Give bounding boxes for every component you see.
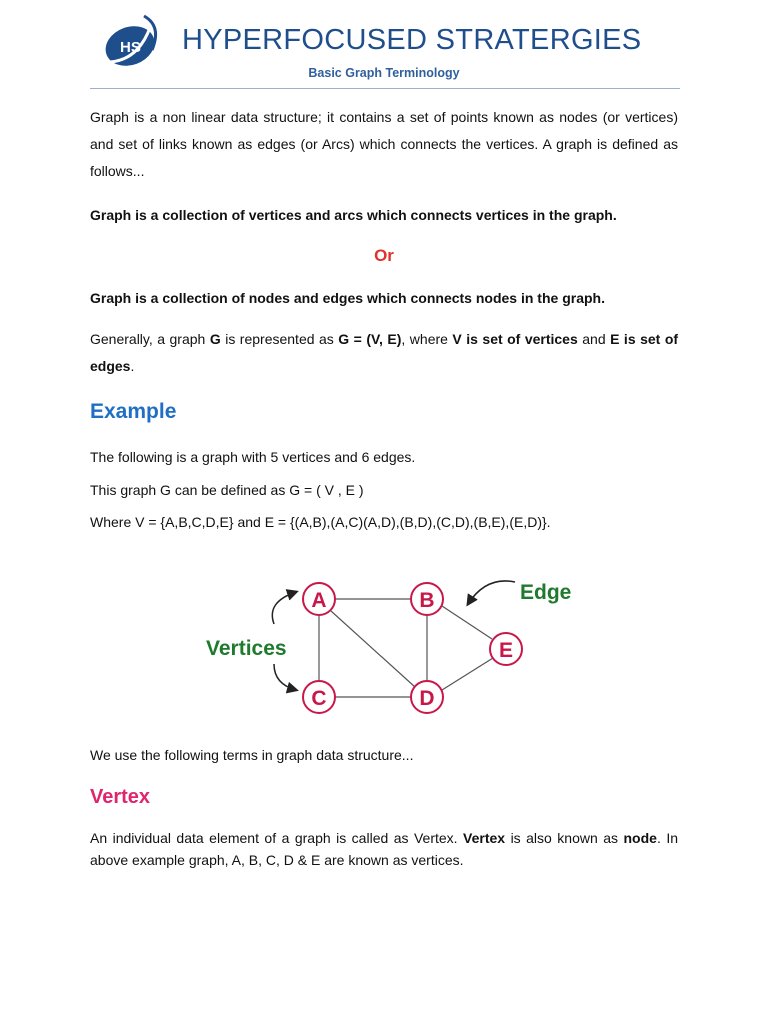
example-heading: Example <box>90 400 177 423</box>
logo-text: HS <box>120 39 141 56</box>
node-c-label: C <box>311 687 327 710</box>
node-d <box>411 681 443 713</box>
vertex-text-3: . In above example graph, A, B, C, D & E are known as vertices. <box>90 830 678 868</box>
vertices-label: Vertices <box>206 637 287 660</box>
rep-text-2: is represented as <box>220 331 339 347</box>
example-line-3: Where V = {A,B,C,D,E} and E = {(A,B),(A,C)(A,D),(B,D),(C,D),(B,E),(E,D)}. <box>90 514 551 530</box>
edge-b-e <box>442 606 492 639</box>
definition-2: Graph is a collection of nodes and edges which connects nodes in the graph. <box>90 290 605 306</box>
terms-intro: We use the following terms in graph data structure... <box>90 747 414 763</box>
graph-edges <box>319 599 493 697</box>
node-d-label: D <box>419 687 435 710</box>
vertex-bold-1: Vertex <box>463 830 506 846</box>
node-e-label: E <box>498 639 514 662</box>
node-a <box>303 583 335 615</box>
edge-a-d <box>331 611 415 687</box>
brand-title: HYPERFOCUSED STRATERGIES <box>182 24 642 56</box>
edge-e-d <box>442 658 493 690</box>
rep-text-4: and <box>577 331 611 347</box>
node-b-label: B <box>419 589 435 612</box>
rep-text-5: . <box>130 358 135 374</box>
vertex-paragraph <box>90 827 678 871</box>
example-line-1: The following is a graph with 5 vertices and 6 edges. <box>90 449 416 465</box>
rep-v: V is set of vertices <box>452 331 578 347</box>
definition-1: Graph is a collection of vertices and arcs which connects vertices in the graph. <box>90 207 617 223</box>
representation-paragraph <box>90 326 678 380</box>
vertex-text-2: is also known as <box>505 830 624 846</box>
node-b <box>411 583 443 615</box>
vertex-heading: Vertex <box>90 786 151 808</box>
node-a-label: A <box>311 589 327 612</box>
rep-text-1: Generally, a graph <box>90 331 210 347</box>
vertices-arrow-up <box>272 592 296 624</box>
rep-g: G <box>209 331 221 347</box>
rep-text-3: , where <box>401 331 453 347</box>
example-line-2: This graph G can be defined as G = ( V , E ) <box>90 482 364 498</box>
edge-arrow <box>468 581 515 604</box>
rep-gve: G = (V, E) <box>338 331 402 347</box>
vertex-text-1: An individual data element of a graph is called as Vertex. <box>90 830 464 846</box>
vertices-arrow-down <box>274 664 296 690</box>
vertex-bold-2: node <box>623 830 657 846</box>
intro-paragraph: Graph is a non linear data structure; it contains a set of points known as nodes (or vertices) and set of links known as edges (or Arcs) which connects the vertices. A graph is defined as follows... <box>90 109 678 179</box>
node-e <box>490 633 522 665</box>
graph-nodes <box>303 583 522 713</box>
edge-label: Edge <box>520 581 572 604</box>
graph-diagram <box>190 560 580 720</box>
page-subtitle: Basic Graph Terminology <box>308 66 460 80</box>
rep-e: E is set of edges <box>90 331 679 374</box>
node-c <box>303 681 335 713</box>
header-divider <box>90 88 680 89</box>
or-separator: Or <box>374 246 394 265</box>
